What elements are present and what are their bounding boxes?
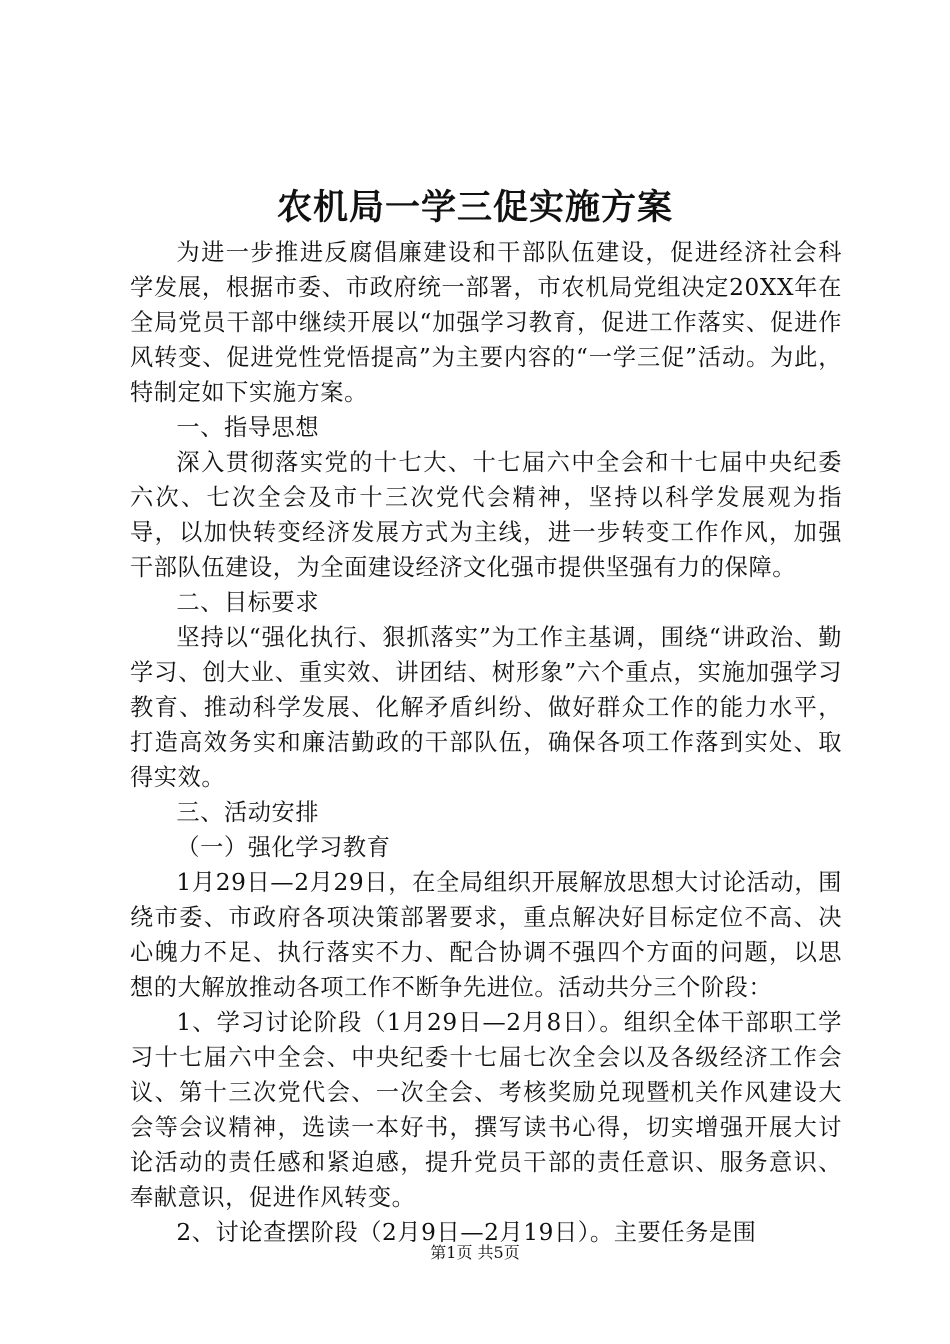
intro-paragraph: 为进一步推进反腐倡廉建设和干部队伍建设，促进经济社会科学发展，根据市委、市政府统一部署，市农机局党组决定20XX年在全局党员干部中继续开展以“加强学习教育，促进工作落实、促进作风转变、促进党性党悟提高”为主要内容的“一学三促”活动。为此，特制定如下实施方案。 <box>130 239 842 406</box>
section-heading-goals: 二、目标要求 <box>176 589 320 616</box>
study-paragraph: 1月29日—2月29日，在全局组织开展解放思想大讨论活动，围绕市委、市政府各项决策部署要求，重点解决好目标定位不高、决心魄力不足、执行落实不力、配合协调不强四个方面的问题，以思想的大解放推动各项工作不断争先进位。活动共分三个阶段： <box>130 869 842 1001</box>
section-heading-activities: 三、活动安排 <box>176 799 320 826</box>
section-heading-guiding-thought: 一、指导思想 <box>176 414 320 441</box>
goals-paragraph: 坚持以“强化执行、狠抓落实”为工作主基调，围绕“讲政治、勤学习、创大业、重实效、讲团结、树形象”六个重点，实施加强学习教育、推动科学发展、化解矛盾纠纷、做好群众工作的能力水平，打造高效务实和廉洁勤政的干部队伍，确保各项工作落到实处、取得实效。 <box>130 624 842 791</box>
document-title: 农机局一学三促实施方案 <box>276 187 673 228</box>
document-body <box>130 235 842 1250</box>
page-footer: 第1页 共5页 <box>430 1243 520 1262</box>
subsection-heading-study: （一）强化学习教育 <box>176 834 391 861</box>
stage-two-paragraph: 2、讨论查摆阶段（2月9日—2月19日）。主要任务是围 <box>176 1219 757 1246</box>
stage-one-paragraph: 1、学习讨论阶段（1月29日—2月8日）。组织全体干部职工学习十七届六中全会、中央纪委十七届七次全会以及各级经济工作会议、第十三次党代会、一次全会、考核奖励兑现暨机关作风建设大会等会议精神，选读一本好书，撰写读书心得，切实增强开展大讨论活动的责任感和紧迫感，提升党员干部的责任意识、服务意识、奉献意识，促进作风转变。 <box>130 1009 842 1211</box>
guiding-thought-paragraph: 深入贯彻落实党的十七大、十七届六中全会和十七届中央纪委六次、七次全会及市十三次党代会精神，坚持以科学发展观为指导，以加快转变经济发展方式为主线，进一步转变工作作风，加强干部队伍建设，为全面建设经济文化强市提供坚强有力的保障。 <box>130 449 842 581</box>
